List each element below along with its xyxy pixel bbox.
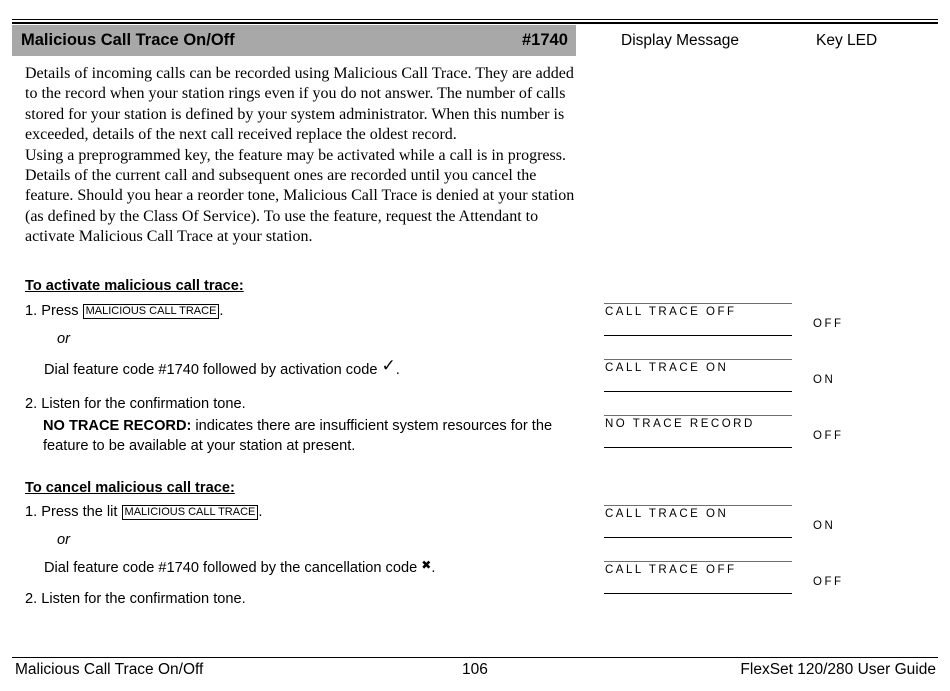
checkmark-icon: ✓ (381, 356, 396, 375)
activate-dial-suffix: . (395, 362, 400, 378)
note-label: NO TRACE RECORD: (43, 418, 192, 434)
page-title: Malicious Call Trace On/Off (21, 31, 235, 49)
display-message: CALL TRACE ON (605, 362, 729, 374)
activate-or: or (57, 331, 70, 347)
malicious-call-trace-key-lit[interactable]: MALICIOUS CALL TRACE (122, 505, 259, 520)
display-message: CALL TRACE OFF (605, 306, 737, 318)
key-led-state: OFF (813, 430, 844, 442)
footer-guide-name: FlexSet 120/280 User Guide (740, 661, 936, 678)
cancel-dial-text: Dial feature code #1740 followed by the cancellation code (44, 560, 418, 576)
activate-heading: To activate malicious call trace: (25, 278, 244, 294)
malicious-call-trace-key[interactable]: MALICIOUS CALL TRACE (83, 304, 220, 319)
activate-step-1 (25, 303, 223, 319)
display-message: CALL TRACE OFF (605, 564, 737, 576)
activate-step-2: 2. Listen for the confirmation tone. (25, 396, 246, 412)
intro-paragraph-2: Using a preprogrammed key, the feature may be activated while a call is in progress. Details of the current call and subsequent ones are recorded until you cancel the feature. Should you hear a reorder tone, Malicious Call Trace is denied at your station (as defined by the Class Of Service). To use the feature, request the Attendant to activate Malicious Call Trace at your station. (25, 146, 575, 246)
cancel-step-2: 2. Listen for the confirmation tone. (25, 591, 246, 607)
note-text: indicates there are insufficient system resources for the feature to be available at your station at present. (43, 418, 553, 454)
activate-step-1-text: 1. Press (25, 303, 79, 319)
cancel-step-1 (25, 504, 262, 520)
display-message: CALL TRACE ON (605, 508, 729, 520)
cancel-dial (44, 560, 435, 576)
activate-step-1-suffix: . (219, 303, 224, 319)
key-led-state: ON (813, 520, 836, 532)
intro-text (25, 64, 580, 248)
no-trace-record-note (43, 417, 583, 456)
intro-paragraph-1: Details of incoming calls can be recorded using Malicious Call Trace. They are added to the record when your station rings even if you do not answer. The number of calls stored for your station is defined by your system administrator. When this number is exceeded, details of the next call received replace the oldest record. (25, 65, 574, 144)
key-led-state: OFF (813, 576, 844, 588)
key-led-state: OFF (813, 318, 844, 330)
cancel-dial-suffix: . (431, 560, 436, 576)
column-display-message: Display Message (621, 32, 740, 49)
display-message-box (604, 505, 792, 538)
display-message: NO TRACE RECORD (605, 418, 755, 430)
top-rule-thin (12, 19, 938, 20)
cancel-heading: To cancel malicious call trace: (25, 480, 235, 496)
footer-rule (12, 657, 938, 658)
activate-dial-text: Dial feature code #1740 followed by activation code (44, 362, 378, 378)
page-number: 106 (462, 661, 488, 678)
key-led-state: ON (813, 374, 836, 386)
display-message-box (604, 303, 792, 336)
activate-dial (44, 356, 400, 379)
display-message-box (604, 561, 792, 594)
display-message-box (604, 359, 792, 392)
top-rule-thick (12, 22, 938, 24)
cross-icon: ✖ (421, 558, 432, 572)
cancel-step-1-suffix: . (258, 504, 263, 520)
cancel-step-1-text: 1. Press the lit (25, 504, 118, 520)
footer-title: Malicious Call Trace On/Off (15, 661, 204, 678)
column-key-led: Key LED (816, 32, 878, 49)
cancel-or: or (57, 532, 70, 548)
display-message-box (604, 415, 792, 448)
feature-code: #1740 (522, 31, 568, 49)
